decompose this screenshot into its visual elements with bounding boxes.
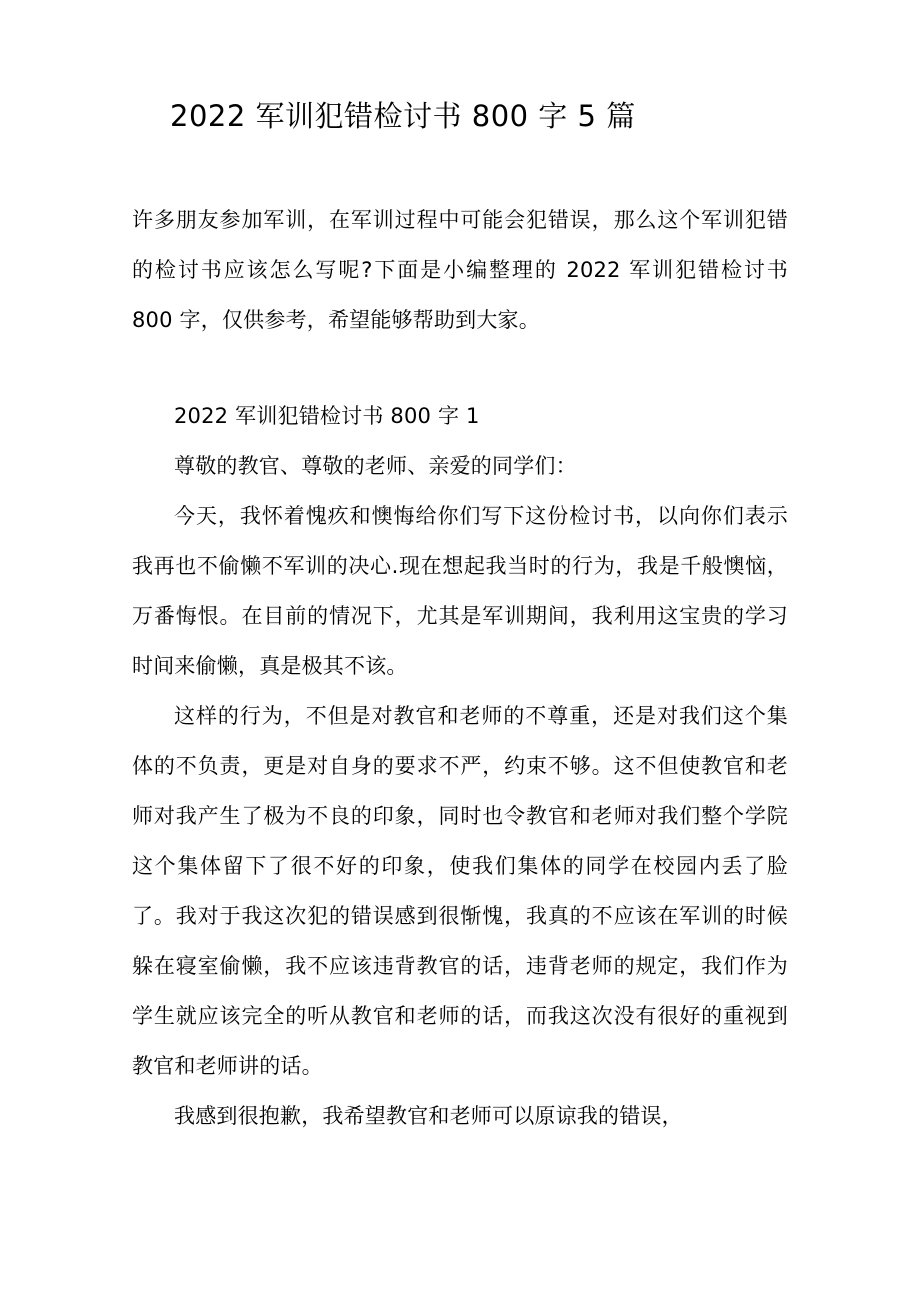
paragraph-body-1: 今天，我怀着愧疚和懊悔给你们写下这份检讨书，以向你们表示我再也不偷懒不军训的决心.现在想起我当时的行为，我是千般懊恼，万番悔恨。在目前的情况下，尤其是军训期间，我利用这宝贵的学习时间来偷懒，真是极其不该。 xyxy=(132,503,788,678)
paragraph-body-3: 我感到很抱歉，我希望教官和老师可以原谅我的错误， xyxy=(174,1103,683,1128)
paragraph-intro: 许多朋友参加军训，在军训过程中可能会犯错误，那么这个军训犯错的检讨书应该怎么写呢?下面是小编整理的 2022 军训犯错检讨书 800 字，仅供参考，希望能够帮助到大家。 xyxy=(132,207,788,332)
paragraph-body-2: 这样的行为，不但是对教官和老师的不尊重，还是对我们这个集体的不负责，更是对自身的要求不严，约束不够。这不但使教官和老师对我产生了极为不良的印象，同时也令教官和老师对我们整个学院这个集体留下了很不好的印象，使我们集体的同学在校园内丢了脸了。我对于我这次犯的错误感到很惭愧，我真的不应该在军训的时候躲在寝室偷懒，我不应该违背教官的话，违背老师的规定，我们作为学生就应该完全的听从教官和老师的话，而我这次没有很好的重视到教官和老师讲的话。 xyxy=(132,703,788,1078)
salutation: 尊敬的教官、尊敬的老师、亲爱的同学们： xyxy=(174,453,577,478)
page-title: 2022 军训犯错检讨书 800 字 5 篇 xyxy=(170,99,636,133)
section-heading-1: 2022 军训犯错检讨书 800 字 1 xyxy=(174,403,480,428)
